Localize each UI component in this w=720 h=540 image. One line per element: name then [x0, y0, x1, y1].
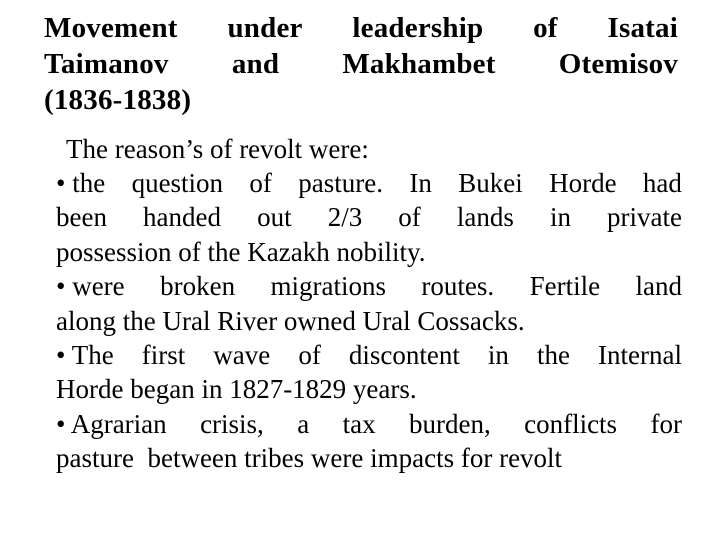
title-word: Isatai [607, 12, 678, 44]
title-word: and [231, 48, 280, 80]
word: • the [56, 168, 106, 198]
word: out [257, 202, 292, 233]
bullet-3-line-1 [56, 338, 682, 372]
title-word: Makhambet [342, 48, 496, 80]
title-word: Movement [44, 12, 178, 44]
title-line-1 [44, 10, 678, 46]
word: of [298, 340, 321, 371]
word: broken [160, 271, 236, 302]
word: first [141, 340, 186, 371]
title-word: of [533, 12, 558, 44]
word: had [642, 168, 682, 198]
word: migrations [270, 271, 386, 302]
word: discontent [348, 340, 460, 371]
word: wave [213, 340, 271, 371]
word: lands [456, 202, 514, 233]
word: pasture. [298, 168, 383, 198]
bullet-1-line-2 [56, 200, 682, 234]
word: crisis, [200, 408, 264, 439]
title-word: Taimanov [44, 48, 169, 80]
word: in [487, 340, 509, 371]
title-line-3 [44, 82, 678, 118]
bullet-list [56, 166, 682, 476]
word: tax [342, 408, 376, 439]
word: of [398, 202, 421, 233]
bullet-1-line-3: possession of the Kazakh nobility. [56, 236, 426, 267]
word: • The [56, 340, 114, 371]
title-word: leadership [352, 12, 484, 44]
word: conflicts [524, 408, 618, 439]
word: Horde [549, 168, 617, 198]
word: 2/3 [327, 202, 363, 233]
slide-title [44, 10, 678, 118]
bullet-2-line-2: along the Ural River owned Ural Cossacks. [56, 305, 525, 336]
word: question [131, 168, 224, 198]
bullet-1-line-1 [56, 166, 682, 200]
word: land [635, 271, 682, 302]
title-word: under [227, 12, 303, 44]
word: the [536, 340, 570, 371]
word: Bukei [458, 168, 523, 198]
title-word: Otemisov [558, 48, 678, 80]
word: burden, [408, 408, 491, 439]
title-line-2 [44, 46, 678, 82]
title-years: (1836-1838) [44, 84, 192, 116]
word: private [607, 202, 682, 233]
word: been [56, 202, 107, 233]
intro-text: The reason’s of revolt were: [66, 134, 369, 164]
bullet-2-line-1 [56, 269, 682, 303]
word: • were [56, 271, 125, 302]
word: Internal [598, 340, 682, 371]
word: Fertile [529, 271, 601, 302]
bullet-4-line-1 [56, 407, 682, 441]
word: in [549, 202, 571, 233]
word: • Agrarian [56, 408, 167, 439]
word: of [249, 168, 272, 198]
bullet-4-line-2: pasture between tribes were impacts for revolt [56, 443, 563, 474]
word: a [297, 408, 310, 439]
word: for [650, 408, 682, 439]
word: In [409, 168, 432, 198]
bullet-3-line-2: Horde began in 1827-1829 years. [56, 374, 417, 405]
word: routes. [421, 271, 495, 302]
word: handed [143, 202, 222, 233]
